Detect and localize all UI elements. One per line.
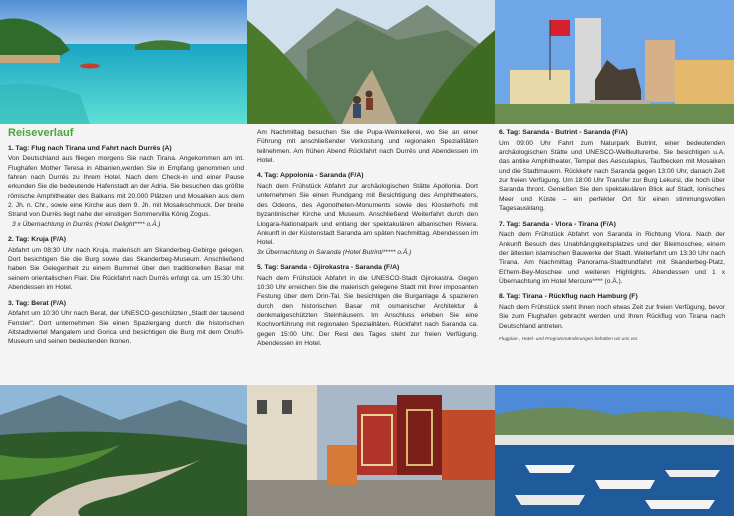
day-4 <box>257 171 478 257</box>
itinerary-column-2 <box>257 128 478 354</box>
day-text: Nach dem Frühstück steht Ihnen noch etwas Zeit zur freien Verfügung, bevor Sie zum Flughafen gebracht werden und Ihren Rückflug von Tirana nach Deutschland antreten. <box>499 303 725 330</box>
day-title: 3. Tag: Berat (F/A) <box>8 299 67 307</box>
footnote: Flugplan-, Hotel- und Programmänderungen behalten wir uns vor. <box>499 337 639 343</box>
day-3 <box>8 299 244 347</box>
day-text: Von Deutschland aus fliegen morgens Sie nach Tirana. Angekommen am int. Flughafen Mother Teresa in Albanien,werden Sie in Empfang genommen und fahren nach Durrës zu Ihrem Hotel. Nach dem Check-in und einer Pause erkunden Sie die bedeutende Hafenstadt an der Adria. Sie besuchen das größte römische Amphitheater des Balkans mit 20.000 Plätzen und Mosaiken aus dem 2. Jh. n. Chr., sowie eine Kirche aus dem 9. Jh. mit Mosaikschmuck. Der breite Strand von Durrës liegt nahe der einstigen Sommervilla König Zogus. <box>8 155 244 219</box>
itinerary-column-3 <box>499 128 725 344</box>
day-2 <box>8 235 244 292</box>
photo-mountain-road <box>0 385 247 516</box>
day-6 <box>499 128 725 214</box>
day-5 <box>257 263 478 349</box>
day-1 <box>8 144 244 230</box>
photo-skanderbeg-square <box>495 0 734 124</box>
day-title: 1. Tag: Flug nach Tirana und Fahrt nach Durrës (A) <box>8 144 172 152</box>
day-title: 7. Tag: Saranda - Vlora - Tirana (F/A) <box>499 220 616 228</box>
day-hotel: 3 x Übernachtung in Durrës (Hotel Delight**** o.Ä.) <box>12 220 161 228</box>
day-text: Nach dem Frühstück Abfahrt zur archäologischen Stätte Apollonia. Dort unternehmen Sie einen Rundgang mit Besichtigung des Amphitheaters, des Odeons, des Agonotheten-Monuments sowie des Klosterhofs mit byzantinischer Kirche und Museum. Anschließend Weiterfahrt durch den Llogara-Nationalpark und entlang der spektakulären albanischen Riviera. Ankunft in der Küstenstadt Saranda am späten Nachmittag. Abendessen im Hotel. <box>257 183 478 247</box>
day-text: Am Nachmittag besuchen Sie die Pupa-Weinkellerei, wo Sie an einer Führung mit anschließender Verkostung und regionalen Spezialitäten teilnehmen. Am frühen Abend Rückfahrt nach Durrës und Abendessen im Hotel. <box>257 129 478 165</box>
day-text: Abfahrt um 10:30 Uhr nach Berat, der UNESCO-geschützten „Stadt der tausend Fenster". Dort unternehmen Sie einen Spaziergang durch die historischen Altstadtviertel Mangalem und Gorica und besichtigen die Burg mit dem Onufri-Museum und seinen bedeutenden Ikonen. <box>8 310 244 346</box>
photo-mountain-hikers <box>247 0 495 124</box>
day-7 <box>499 220 725 287</box>
day-title: 5. Tag: Saranda - Gjirokastra - Saranda (F/A) <box>257 263 400 271</box>
photo-beach-island <box>0 0 247 124</box>
itinerary-column-1 <box>8 124 244 353</box>
day-title: 8. Tag: Tirana - Rückflug nach Hamburg (F) <box>499 293 638 301</box>
section-title: Reiseverlauf <box>8 127 74 139</box>
day-3-continued <box>257 128 478 165</box>
day-title: 6. Tag: Saranda - Butrint - Saranda (F/A) <box>499 129 628 136</box>
photo-bazaar-carpets <box>247 385 495 516</box>
day-text: Nach dem Frühstück Abfahrt in die UNESCO-Stadt Gjirokastra. Gegen 10:30 Uhr erreichen Sie die malerisch gelegene Stadt mit ihrer imposanten Festung über dem Drin-Tal. Sie besichtigen die Burganlage & spazieren durch den historischen Basar mit osmanischer Architektur & denkmalgeschützten Steinhäusern. Im Anschluss erleben Sie eine Kochvorführung mit regionalen Spezialitäten. Rückfahrt nach Saranda ca. gegen 15:00 Uhr. Der Rest des Tages steht zur freien Verfügung. Abendessen im Hotel. <box>257 274 478 348</box>
day-text: Um 09:00 Uhr Fahrt zum Naturpark Butrint, einer bedeutenden archäologischen Stätte und UNESCO-Weltkulturerbe. Sie besichtigen u.A. das antike Amphitheater, Tempel des Aesculapius, Taufbecken mit Mosaiken und die Stadtmauern. Rückkehr nach Saranda gegen 13:00 Uhr, danach Zeit zur freien Verfügung. Um 18:00 Uhr Transfer zur Burg Lekursi, die hoch über Saranda thront. Genießen Sie den spektakulären Blick auf Stadt, Ionisches Meer und Küste – ein perfekter Ort für einen stimmungsvollen Tagesausklang. <box>499 139 725 213</box>
day-title: 2. Tag: Kruja (F/A) <box>8 236 67 244</box>
day-text: Abfahrt um 08:30 Uhr nach Kruja, malerisch am Skanderbeg-Gebirge gelegen. Dort besichtigen Sie die Burg sowie das Skanderbeg-Museum. Anschließend haben Sie Gelegenheit zu einem Bummel über den traditionellen Basar mit seinem orientalischen Flair. Die Rückfahrt nach Durrës erfolgt ca. um 15:30 Uhr. Abendessen im Hotel. <box>8 246 244 292</box>
photo-harbor-boats <box>495 385 734 516</box>
day-hotel: 3x Übernachtung in Saranda (Hotel Butrinti***** o.Ä.) <box>257 248 412 256</box>
day-title: 4. Tag: Appolonia - Saranda (F/A) <box>257 172 364 180</box>
day-text: Nach dem Frühstück Abfahrt von Saranda in Richtung Vlora. Nach der Ankunft Besuch des Unabhängigkeitsplatzes und der Bleimoschee, einem der ältesten islamischen Bauwerke der Stadt. Weiterfahrt um 13:30 Uhr nach Tirana. Am Nachmittag Panorama-Stadtrundfahrt mit Skanderbeg-Platz, Et'hem-Bey-Moschee und weiteren Highlights. Abendessen und 1 x Übernachtung im Hotel Mercure**** (o.Ä.). <box>499 231 725 285</box>
day-8 <box>499 292 725 331</box>
